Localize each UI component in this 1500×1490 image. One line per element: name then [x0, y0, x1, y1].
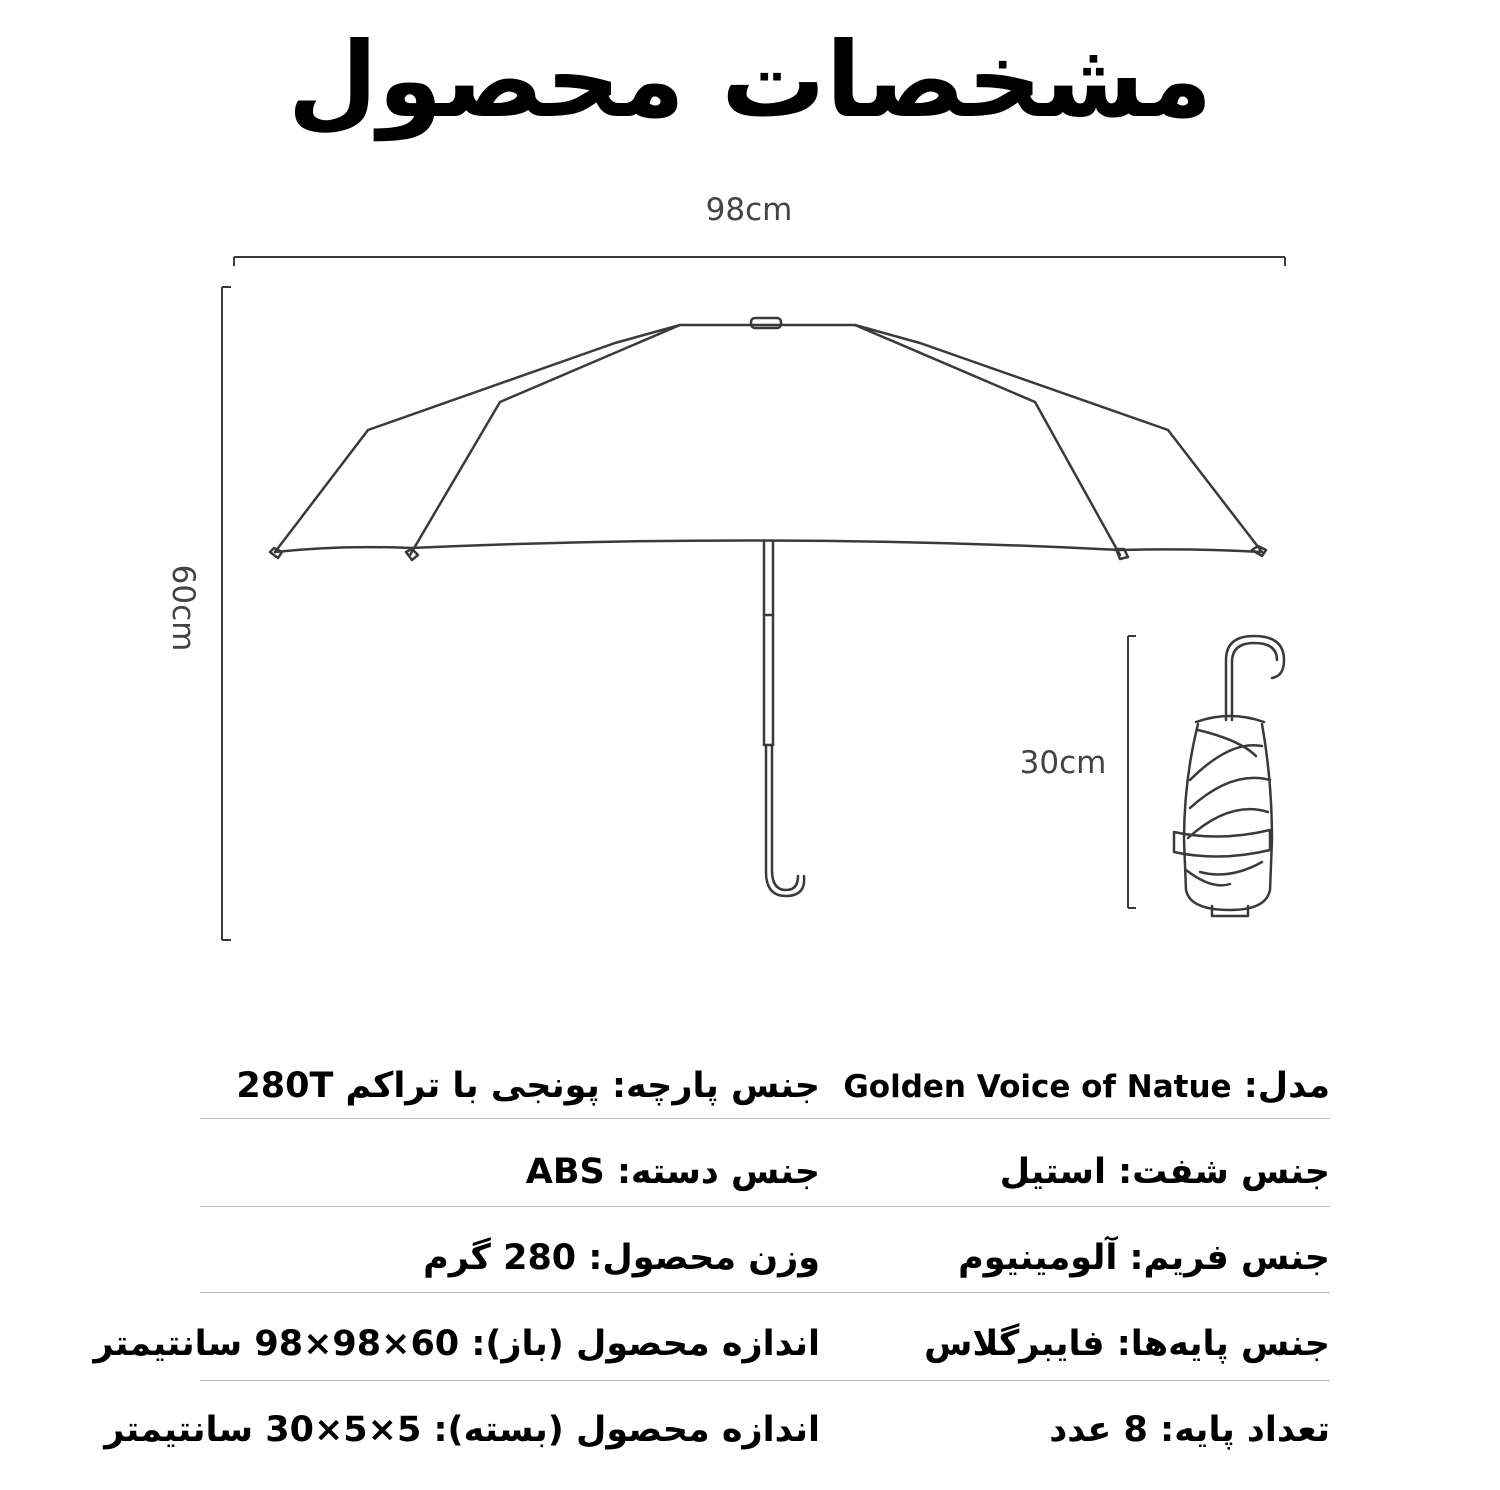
spec-ribs-value: فایبرگلاس [924, 1324, 1105, 1364]
spec-model-value: Golden Voice of Natue [843, 1069, 1232, 1105]
row-divider [200, 1292, 1330, 1293]
row-divider [200, 1206, 1330, 1207]
spec-fabric [236, 1062, 820, 1110]
row-divider [200, 1118, 1330, 1119]
row-divider [200, 1380, 1330, 1381]
spec-ribs [924, 1320, 1330, 1368]
spec-frame [958, 1234, 1330, 1282]
spec-model-label: مدل: [1243, 1066, 1330, 1106]
spec-closed-size-value: 5×5×30 سانتیمتر [104, 1410, 422, 1450]
spec-open-size-value: 60×98×98 سانتیمتر [93, 1324, 460, 1364]
spec-rib-count [1049, 1406, 1330, 1454]
spec-shaft-label: جنس شفت: [1118, 1152, 1330, 1192]
spec-handle-label: جنس دسته: [616, 1152, 820, 1192]
folded-dimension [1128, 636, 1136, 908]
folded-umbrella-icon [1174, 636, 1284, 916]
spec-fabric-label: جنس پارچه: [611, 1066, 820, 1106]
spec-rib-count-value: 8 عدد [1049, 1410, 1148, 1450]
height-label: 60cm [165, 564, 201, 652]
width-label: 98cm [705, 192, 793, 228]
open-umbrella-icon [270, 318, 1266, 896]
folded-label: 30cm [1019, 745, 1107, 781]
spec-handle-value: ABS [525, 1152, 605, 1192]
spec-weight-value: 280 گرم [423, 1238, 577, 1278]
spec-shaft-value: استیل [999, 1152, 1106, 1192]
spec-open-size-label: اندازه محصول (باز): [471, 1324, 820, 1364]
spec-frame-label: جنس فریم: [1129, 1238, 1330, 1278]
spec-handle [526, 1148, 820, 1196]
spec-weight [423, 1234, 820, 1282]
spec-closed-size [104, 1406, 820, 1454]
spec-frame-value: آلومینیوم [958, 1238, 1118, 1278]
spec-model [843, 1062, 1330, 1111]
height-dimension [222, 287, 231, 940]
page-title: مشخصات محصول [287, 19, 1213, 141]
spec-ribs-label: جنس پایه‌ها: [1116, 1324, 1330, 1364]
spec-rib-count-label: تعداد پایه: [1160, 1410, 1330, 1450]
spec-fabric-value: پونجی با تراکم 280T [236, 1066, 600, 1106]
spec-closed-size-label: اندازه محصول (بسته): [433, 1410, 820, 1450]
spec-weight-label: وزن محصول: [588, 1238, 820, 1278]
width-dimension [234, 257, 1285, 266]
spec-shaft [1000, 1148, 1330, 1196]
spec-open-size [93, 1320, 820, 1368]
